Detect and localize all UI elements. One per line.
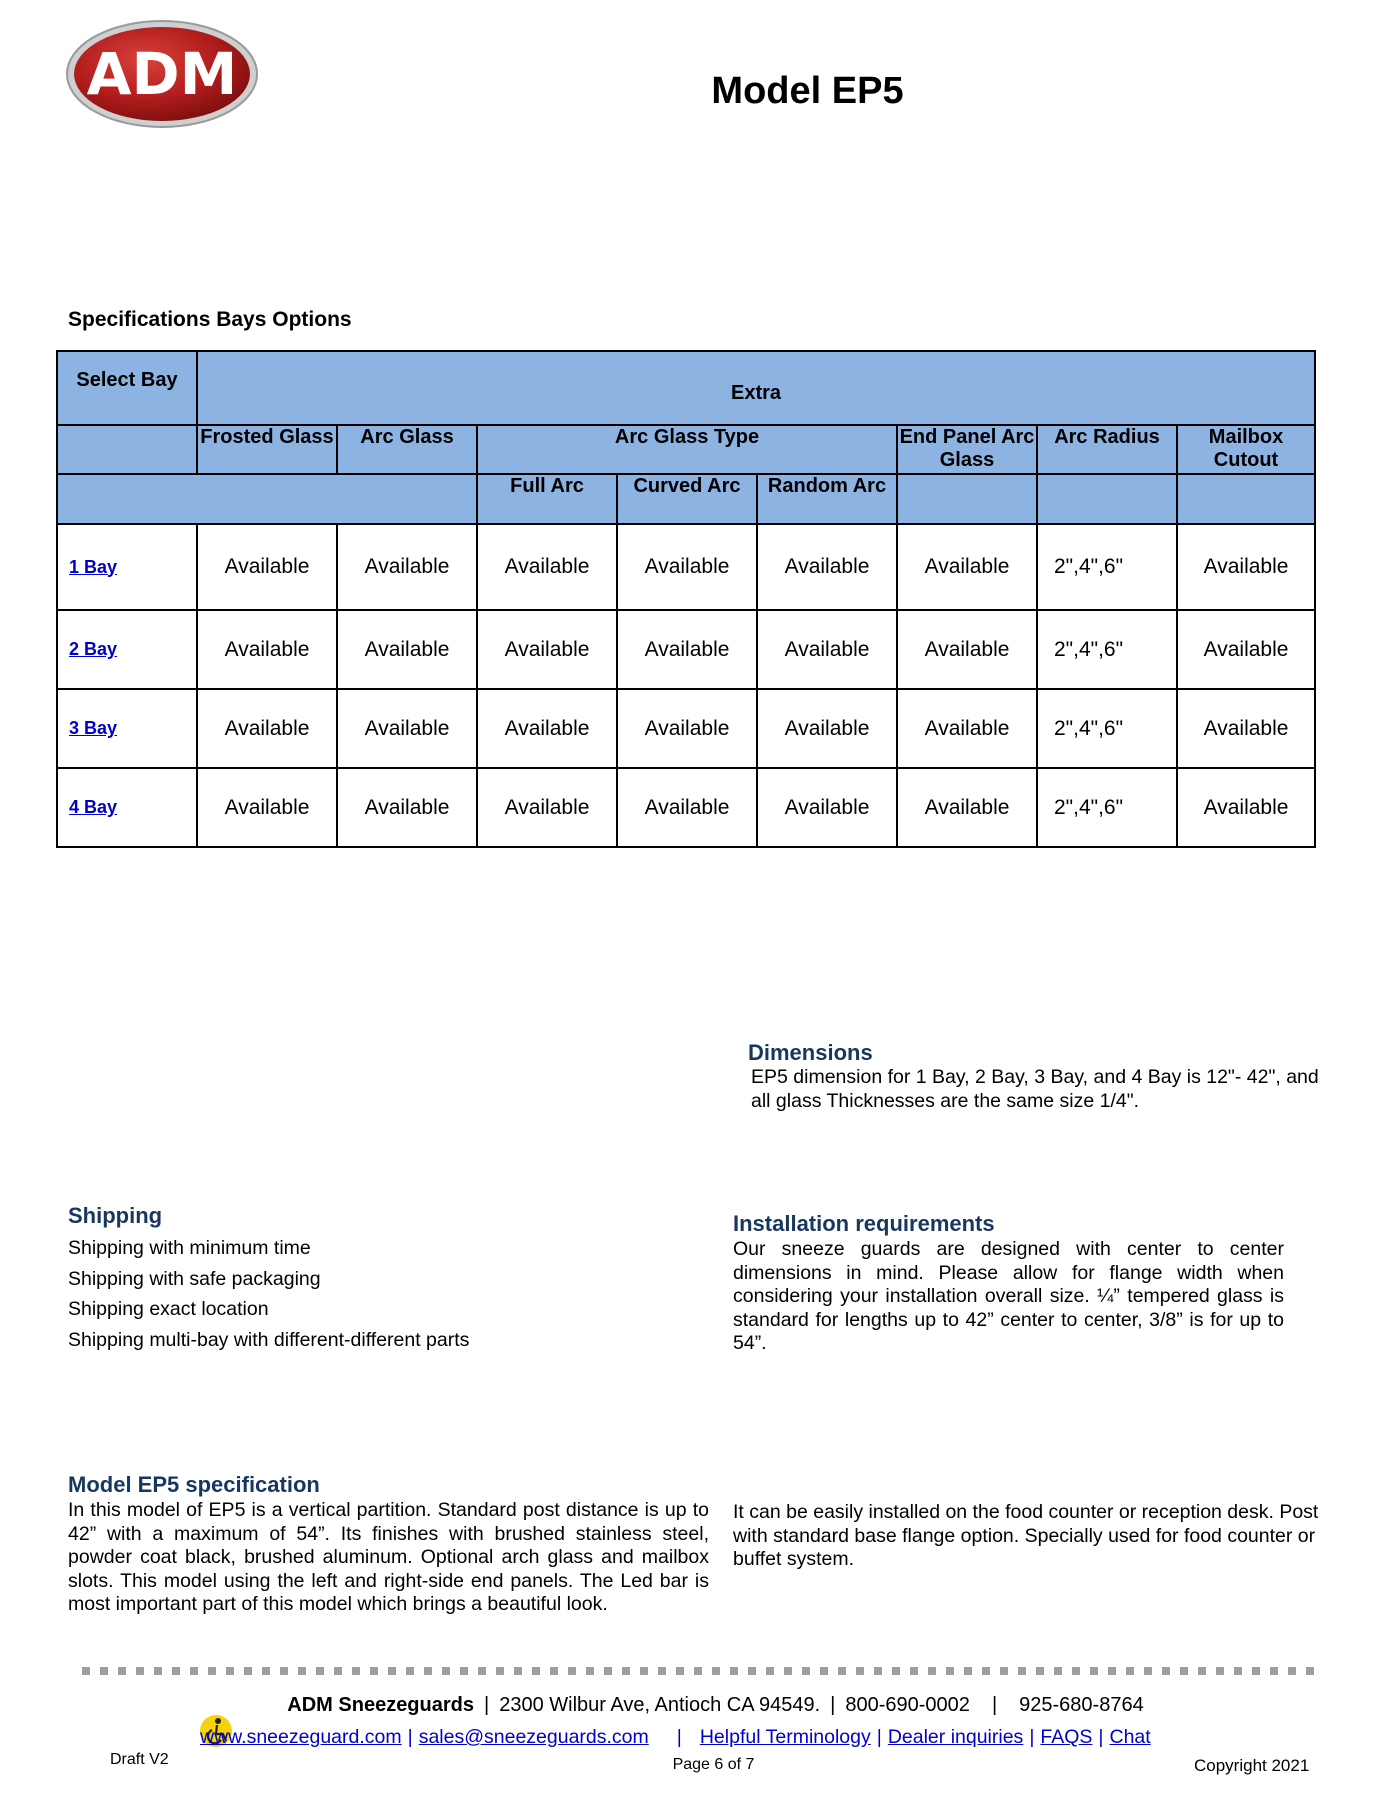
shipping-title: Shipping bbox=[68, 1203, 163, 1228]
email-link[interactable]: sales@sneezeguards.com bbox=[418, 1726, 649, 1748]
header-random-arc: Random Arc bbox=[757, 474, 897, 524]
cell-arc-radius: 2",4",6" bbox=[1037, 768, 1177, 847]
model-spec-text-2: It can be easily installed on the food counter or reception desk. Post with standard base flange option. Specially used for food counter or buffet system. bbox=[733, 1501, 1319, 1570]
cell-random-arc: Available bbox=[757, 768, 897, 847]
footer-phone-1: 800-690-0002 bbox=[845, 1694, 970, 1716]
cell-end-panel: Available bbox=[897, 689, 1037, 768]
cell-arc-glass: Available bbox=[337, 689, 477, 768]
draft-label: Draft V2 bbox=[110, 1751, 169, 1768]
cell-mailbox: Available bbox=[1177, 768, 1315, 847]
footer-contact: ADM Sneezeguards | 2300 Wilbur Ave, Antioch CA 94549. | 800-690-0002 | 925-680-8764 bbox=[287, 1694, 1144, 1716]
header-mailbox-cutout: Mailbox Cutout bbox=[1177, 425, 1315, 474]
bay-link-1[interactable]: 1 Bay bbox=[69, 556, 118, 577]
table-row bbox=[57, 610, 1315, 689]
cell-full-arc: Available bbox=[477, 768, 617, 847]
footer-company: ADM Sneezeguards bbox=[287, 1694, 474, 1716]
bay-link-4[interactable]: 4 Bay bbox=[69, 797, 118, 817]
header-empty bbox=[1177, 474, 1315, 524]
cell-full-arc: Available bbox=[477, 610, 617, 689]
cell-frosted: Available bbox=[197, 524, 337, 610]
website-link[interactable]: www.sneezeguard.com bbox=[200, 1726, 402, 1748]
chat-link[interactable]: Chat bbox=[1109, 1726, 1151, 1748]
page-title: Model EP5 bbox=[711, 70, 904, 112]
bay-link-3[interactable]: 3 Bay bbox=[69, 718, 118, 738]
cell-curved-arc: Available bbox=[617, 610, 757, 689]
table-row bbox=[57, 689, 1315, 768]
list-item: Shipping with minimum time bbox=[68, 1237, 311, 1259]
list-item: Shipping multi-bay with different-different parts bbox=[68, 1328, 470, 1351]
cell-random-arc: Available bbox=[757, 610, 897, 689]
cell-random-arc: Available bbox=[757, 689, 897, 768]
dealer-link[interactable]: Dealer inquiries bbox=[887, 1726, 1024, 1748]
model-spec-title: Model EP5 specification bbox=[68, 1472, 320, 1497]
copyright: Copyright 2021 bbox=[1194, 1756, 1310, 1775]
cell-arc-glass: Available bbox=[337, 610, 477, 689]
cell-arc-glass: Available bbox=[337, 768, 477, 847]
cell-curved-arc: Available bbox=[617, 524, 757, 610]
header-empty bbox=[897, 474, 1037, 524]
footer-links: www.sneezeguard.com | sales@sneezeguards.com | Helpful Terminology | Dealer inquiries | FAQS | Chat bbox=[200, 1726, 1151, 1748]
table-row bbox=[57, 768, 1315, 847]
installation-title: Installation requirements bbox=[733, 1211, 995, 1236]
cell-frosted: Available bbox=[197, 768, 337, 847]
header-extra: Extra bbox=[197, 351, 1315, 425]
cell-arc-radius: 2",4",6" bbox=[1037, 689, 1177, 768]
bay-link-2[interactable]: 2 Bay bbox=[69, 639, 118, 659]
svg-text:ADM: ADM bbox=[86, 40, 238, 108]
footer-address: 2300 Wilbur Ave, Antioch CA 94549. bbox=[499, 1694, 821, 1716]
cell-end-panel: Available bbox=[897, 768, 1037, 847]
header-empty bbox=[1037, 474, 1177, 524]
cell-arc-glass: Available bbox=[337, 524, 477, 610]
cell-end-panel: Available bbox=[897, 524, 1037, 610]
dashed-divider bbox=[82, 1667, 1314, 1675]
cell-frosted: Available bbox=[197, 610, 337, 689]
shipping-list bbox=[68, 1236, 469, 1358]
installation-text: Our sneeze guards are designed with center to center dimensions in mind. Please allow for flange width when considering your installation overall size. ¼” tempered glass is standard for lengths up to 42” center to center, 3/8” is for up to 54”. bbox=[733, 1238, 1284, 1354]
header-select-bay: Select Bay bbox=[57, 351, 197, 425]
header-arc-glass-type: Arc Glass Type bbox=[477, 425, 897, 474]
terminology-link[interactable]: Helpful Terminology bbox=[699, 1726, 871, 1748]
cell-mailbox: Available bbox=[1177, 610, 1315, 689]
header-end-panel: End Panel Arc Glass bbox=[897, 425, 1037, 474]
header-empty bbox=[57, 425, 197, 474]
cell-frosted: Available bbox=[197, 689, 337, 768]
header-empty bbox=[57, 474, 477, 524]
header-arc-radius: Arc Radius bbox=[1037, 425, 1177, 474]
faqs-link[interactable]: FAQS bbox=[1040, 1726, 1093, 1748]
cell-full-arc: Available bbox=[477, 689, 617, 768]
cell-end-panel: Available bbox=[897, 610, 1037, 689]
cell-arc-radius: 2",4",6" bbox=[1037, 524, 1177, 610]
page-number: Page 6 of 7 bbox=[672, 1756, 755, 1773]
cell-mailbox: Available bbox=[1177, 524, 1315, 610]
spec-heading: Specifications Bays Options bbox=[68, 308, 352, 331]
dimensions-title: Dimensions bbox=[748, 1040, 873, 1065]
cell-full-arc: Available bbox=[477, 524, 617, 610]
header-frosted-glass: Frosted Glass bbox=[197, 425, 337, 474]
footer-phone-2: 925-680-8764 bbox=[1019, 1694, 1144, 1716]
header-curved-arc: Curved Arc bbox=[617, 474, 757, 524]
cell-curved-arc: Available bbox=[617, 689, 757, 768]
spec-table bbox=[56, 350, 1316, 848]
list-item: Shipping exact location bbox=[68, 1298, 269, 1320]
header-full-arc: Full Arc bbox=[477, 474, 617, 524]
cell-curved-arc: Available bbox=[617, 768, 757, 847]
dimensions-text: EP5 dimension for 1 Bay, 2 Bay, 3 Bay, and 4 Bay is 12"- 42", and all glass Thicknesses are the same size 1/4". bbox=[751, 1066, 1319, 1112]
list-item: Shipping with safe packaging bbox=[68, 1267, 321, 1290]
model-spec-text: In this model of EP5 is a vertical partition. Standard post distance is up to 42” with a maximum of 54”. Its finishes with brushed stainless steel, powder coat black, brushed aluminum. Optional arch glass and mailbox slots. This model using the left and right-side end panels. The Led bar is most important part of this model which brings a beautiful look. bbox=[68, 1499, 709, 1615]
cell-mailbox: Available bbox=[1177, 689, 1315, 768]
cell-random-arc: Available bbox=[757, 524, 897, 610]
header-arc-glass: Arc Glass bbox=[337, 425, 477, 474]
cell-arc-radius: 2",4",6" bbox=[1037, 610, 1177, 689]
table-row bbox=[57, 524, 1315, 610]
